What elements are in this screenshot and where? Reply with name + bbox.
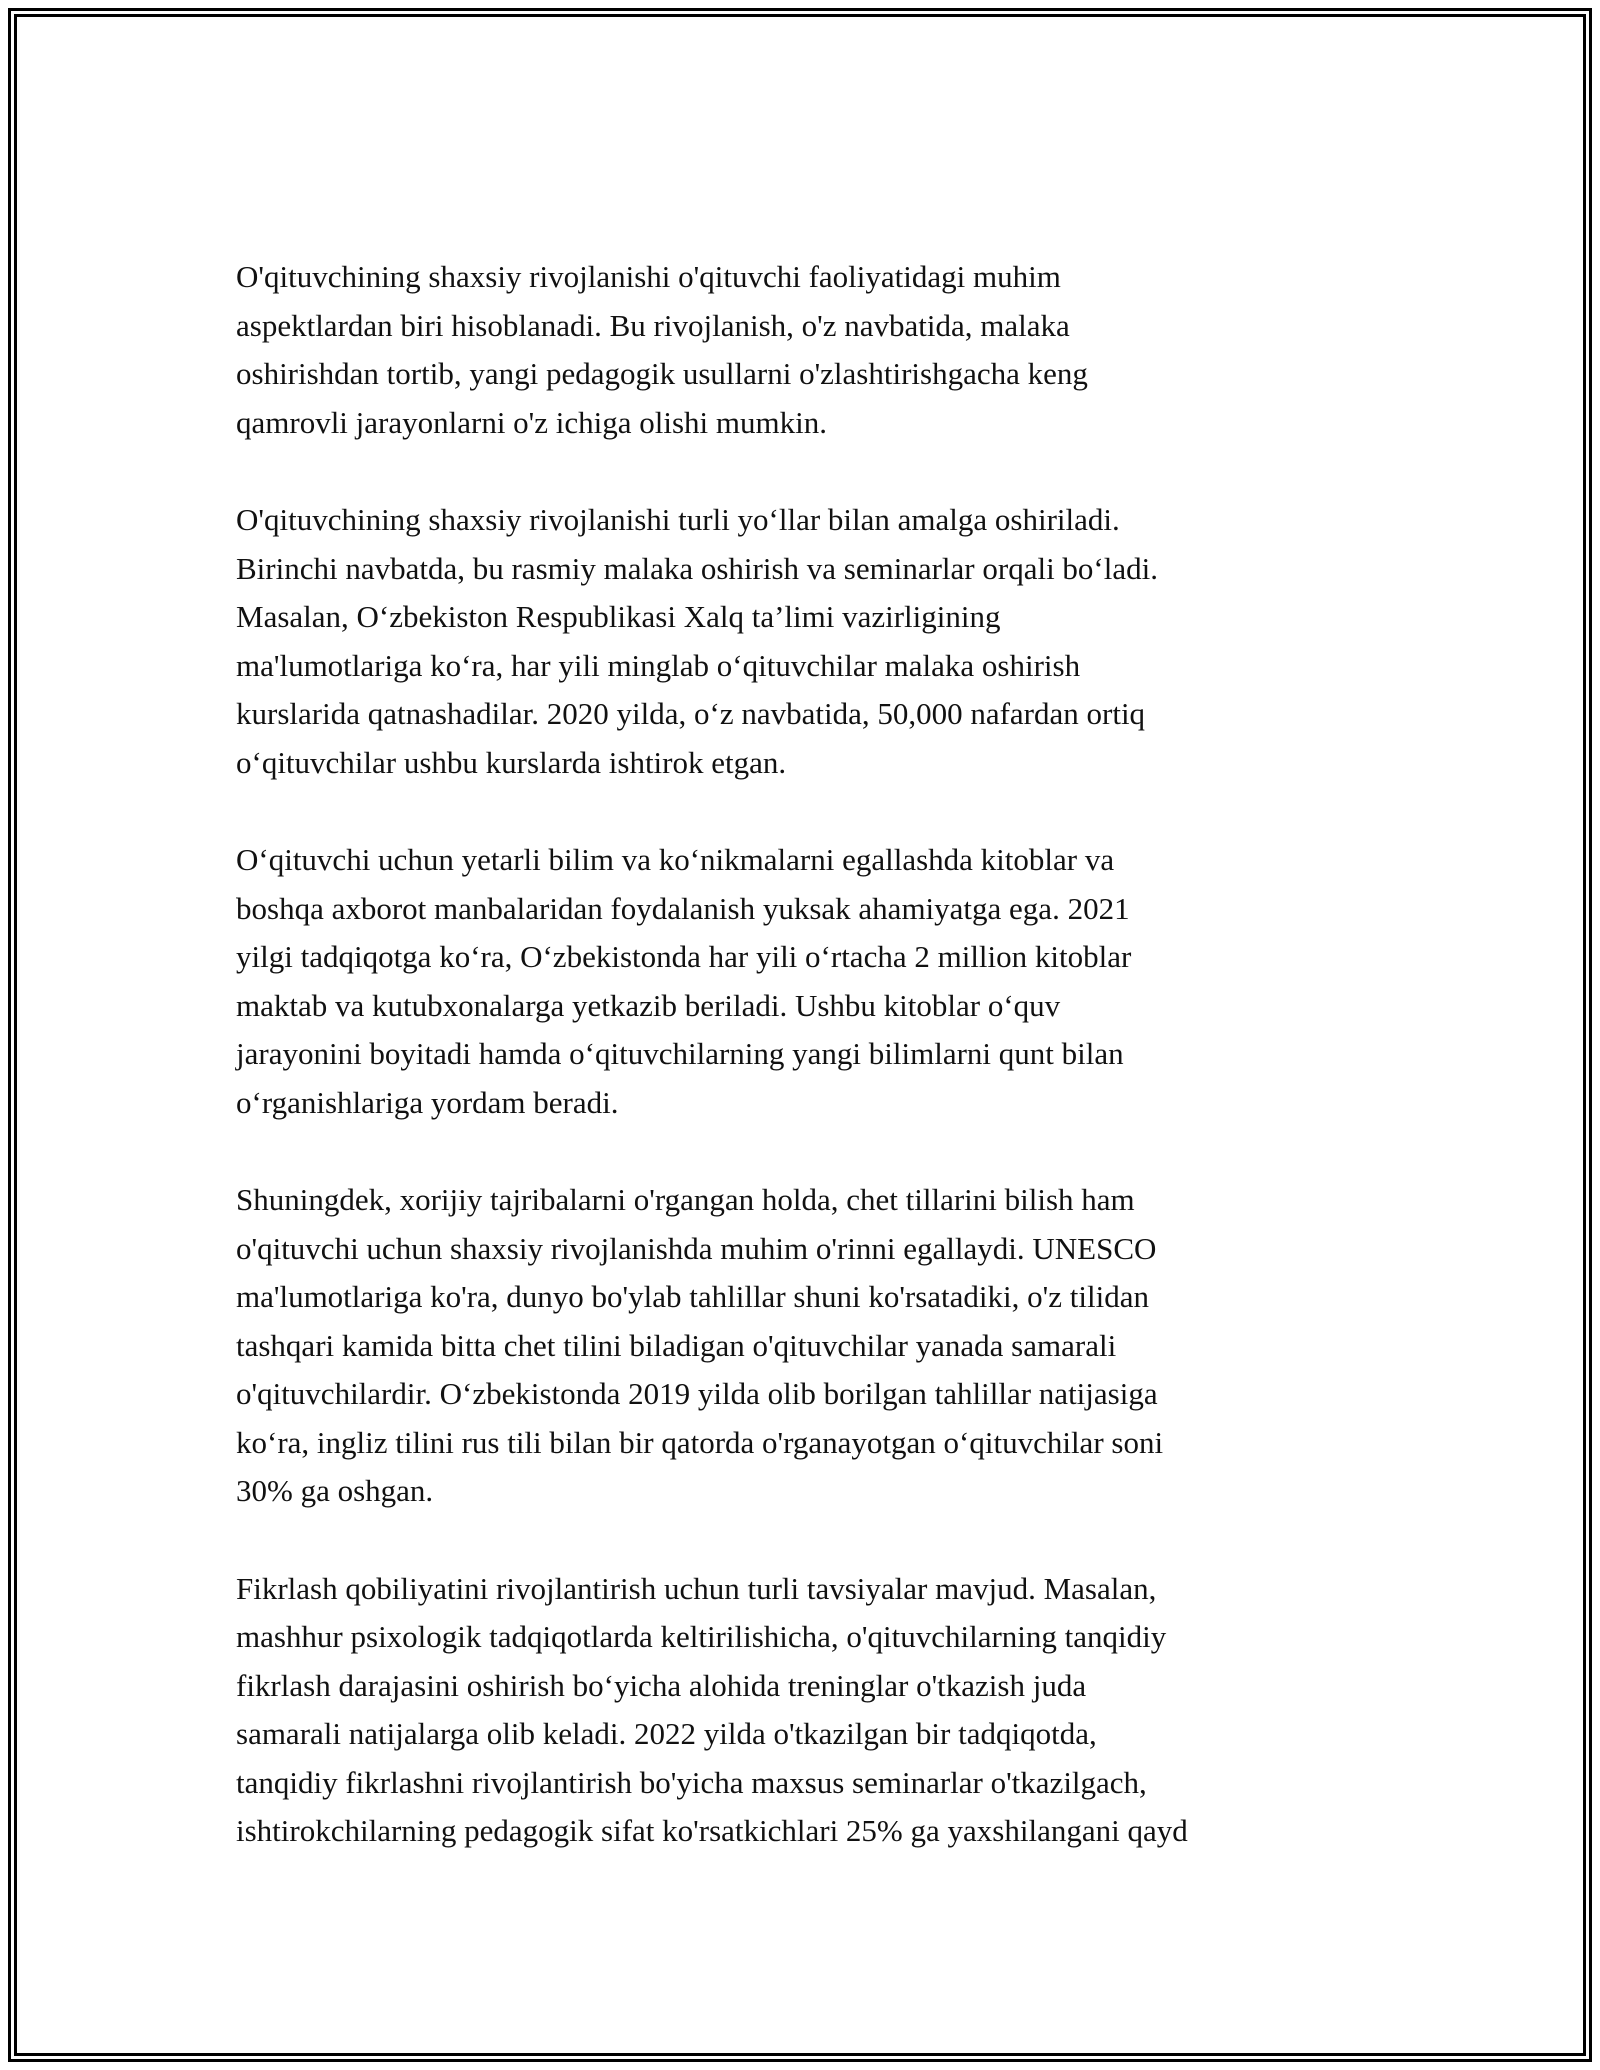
text-line: kurslarida qatnashadilar. 2020 yilda, o‘z navbatida, 50,000 nafardan ortiq xyxy=(236,696,1146,731)
text-line: ma'lumotlariga ko'ra, dunyo bo'ylab tahlillar shuni ko'rsatadiki, o'z tilidan xyxy=(236,1279,1149,1314)
text-line: o'qituvchilardir. O‘zbekistonda 2019 yilda olib borilgan tahlillar natijasiga xyxy=(236,1376,1158,1411)
paragraph-5 xyxy=(236,1565,1436,1856)
paragraph-1 xyxy=(236,253,1436,447)
text-line: Fikrlash qobiliyatini rivojlantirish uchun turli tavsiyalar mavjud. Masalan, xyxy=(236,1570,1157,1606)
text-line: O'qituvchining shaxsiy rivojlanishi o'qituvchi faoliyatidagi muhim xyxy=(236,259,1061,294)
text-line: O'qituvchining shaxsiy rivojlanishi turli yo‘llar bilan amalga oshiriladi. xyxy=(236,502,1120,537)
document-body xyxy=(236,253,1436,1905)
text-line: boshqa axborot manbalaridan foydalanish yuksak ahamiyatga ega. 2021 xyxy=(236,890,1130,926)
text-line: qamrovli jarayonlarni o'z ichiga olishi mumkin. xyxy=(236,404,828,440)
paragraph-2 xyxy=(236,496,1436,787)
text-line: tashqari kamida bitta chet tilini biladigan o'qituvchilar yanada samarali xyxy=(236,1327,1117,1363)
text-line: yilgi tadqiqotga ko‘ra, O‘zbekistonda har yili o‘rtacha 2 million kitoblar xyxy=(236,939,1132,974)
text-line: samarali natijalarga olib keladi. 2022 yilda o'tkazilgan bir tadqiqotda, xyxy=(236,1716,1097,1751)
text-line: maktab va kutubxonalarga yetkazib beriladi. Ushbu kitoblar o‘quv xyxy=(236,987,1061,1023)
text-line: Shuningdek, xorijiy tajribalarni o'rgangan holda, chet tillarini bilish ham xyxy=(236,1182,1135,1217)
text-line: jarayonini boyitadi hamda o‘qituvchilarning yangi bilimlarni qunt bilan xyxy=(236,1036,1124,1071)
text-line: 30% ga oshgan. xyxy=(236,1473,434,1508)
text-line: oshirishdan tortib, yangi pedagogik usullarni o'zlashtirishgacha keng xyxy=(236,356,1088,391)
text-line: aspektlardan biri hisoblanadi. Bu rivojlanish, o'z navbatida, malaka xyxy=(236,307,1070,343)
text-line: fikrlash darajasini oshirish bo‘yicha alohida treninglar o'tkazish juda xyxy=(236,1667,1087,1703)
text-line: ko‘ra, ingliz tilini rus tili bilan bir qatorda o'rganayotgan o‘qituvchilar soni xyxy=(236,1424,1164,1460)
text-line: ishtirokchilarning pedagogik sifat ko'rsatkichlari 25% ga yaxshilangani qayd xyxy=(236,1813,1188,1848)
text-line: o‘qituvchilar ushbu kurslarda ishtirok etgan. xyxy=(236,744,787,780)
text-line: ma'lumotlariga ko‘ra, har yili minglab o‘qituvchilar malaka oshirish xyxy=(236,647,1081,683)
text-line: mashhur psixologik tadqiqotlarda keltirilishicha, o'qituvchilarning tanqidiy xyxy=(236,1619,1167,1654)
text-line: o‘rganishlariga yordam beradi. xyxy=(236,1084,619,1120)
text-line: Masalan, O‘zbekiston Respublikasi Xalq ta’limi vazirligining xyxy=(236,599,1001,634)
paragraph-3 xyxy=(236,836,1436,1127)
text-line: o'qituvchi uchun shaxsiy rivojlanishda muhim o'rinni egallaydi. UNESCO xyxy=(236,1230,1157,1266)
paragraph-4 xyxy=(236,1176,1436,1516)
text-line: Birinchi navbatda, bu rasmiy malaka oshirish va seminarlar orqali bo‘ladi. xyxy=(236,550,1158,586)
text-line: tanqidiy fikrlashni rivojlantirish bo'yicha maxsus seminarlar o'tkazilgach, xyxy=(236,1764,1147,1800)
text-line: O‘qituvchi uchun yetarli bilim va ko‘nikmalarni egallashda kitoblar va xyxy=(236,842,1115,877)
